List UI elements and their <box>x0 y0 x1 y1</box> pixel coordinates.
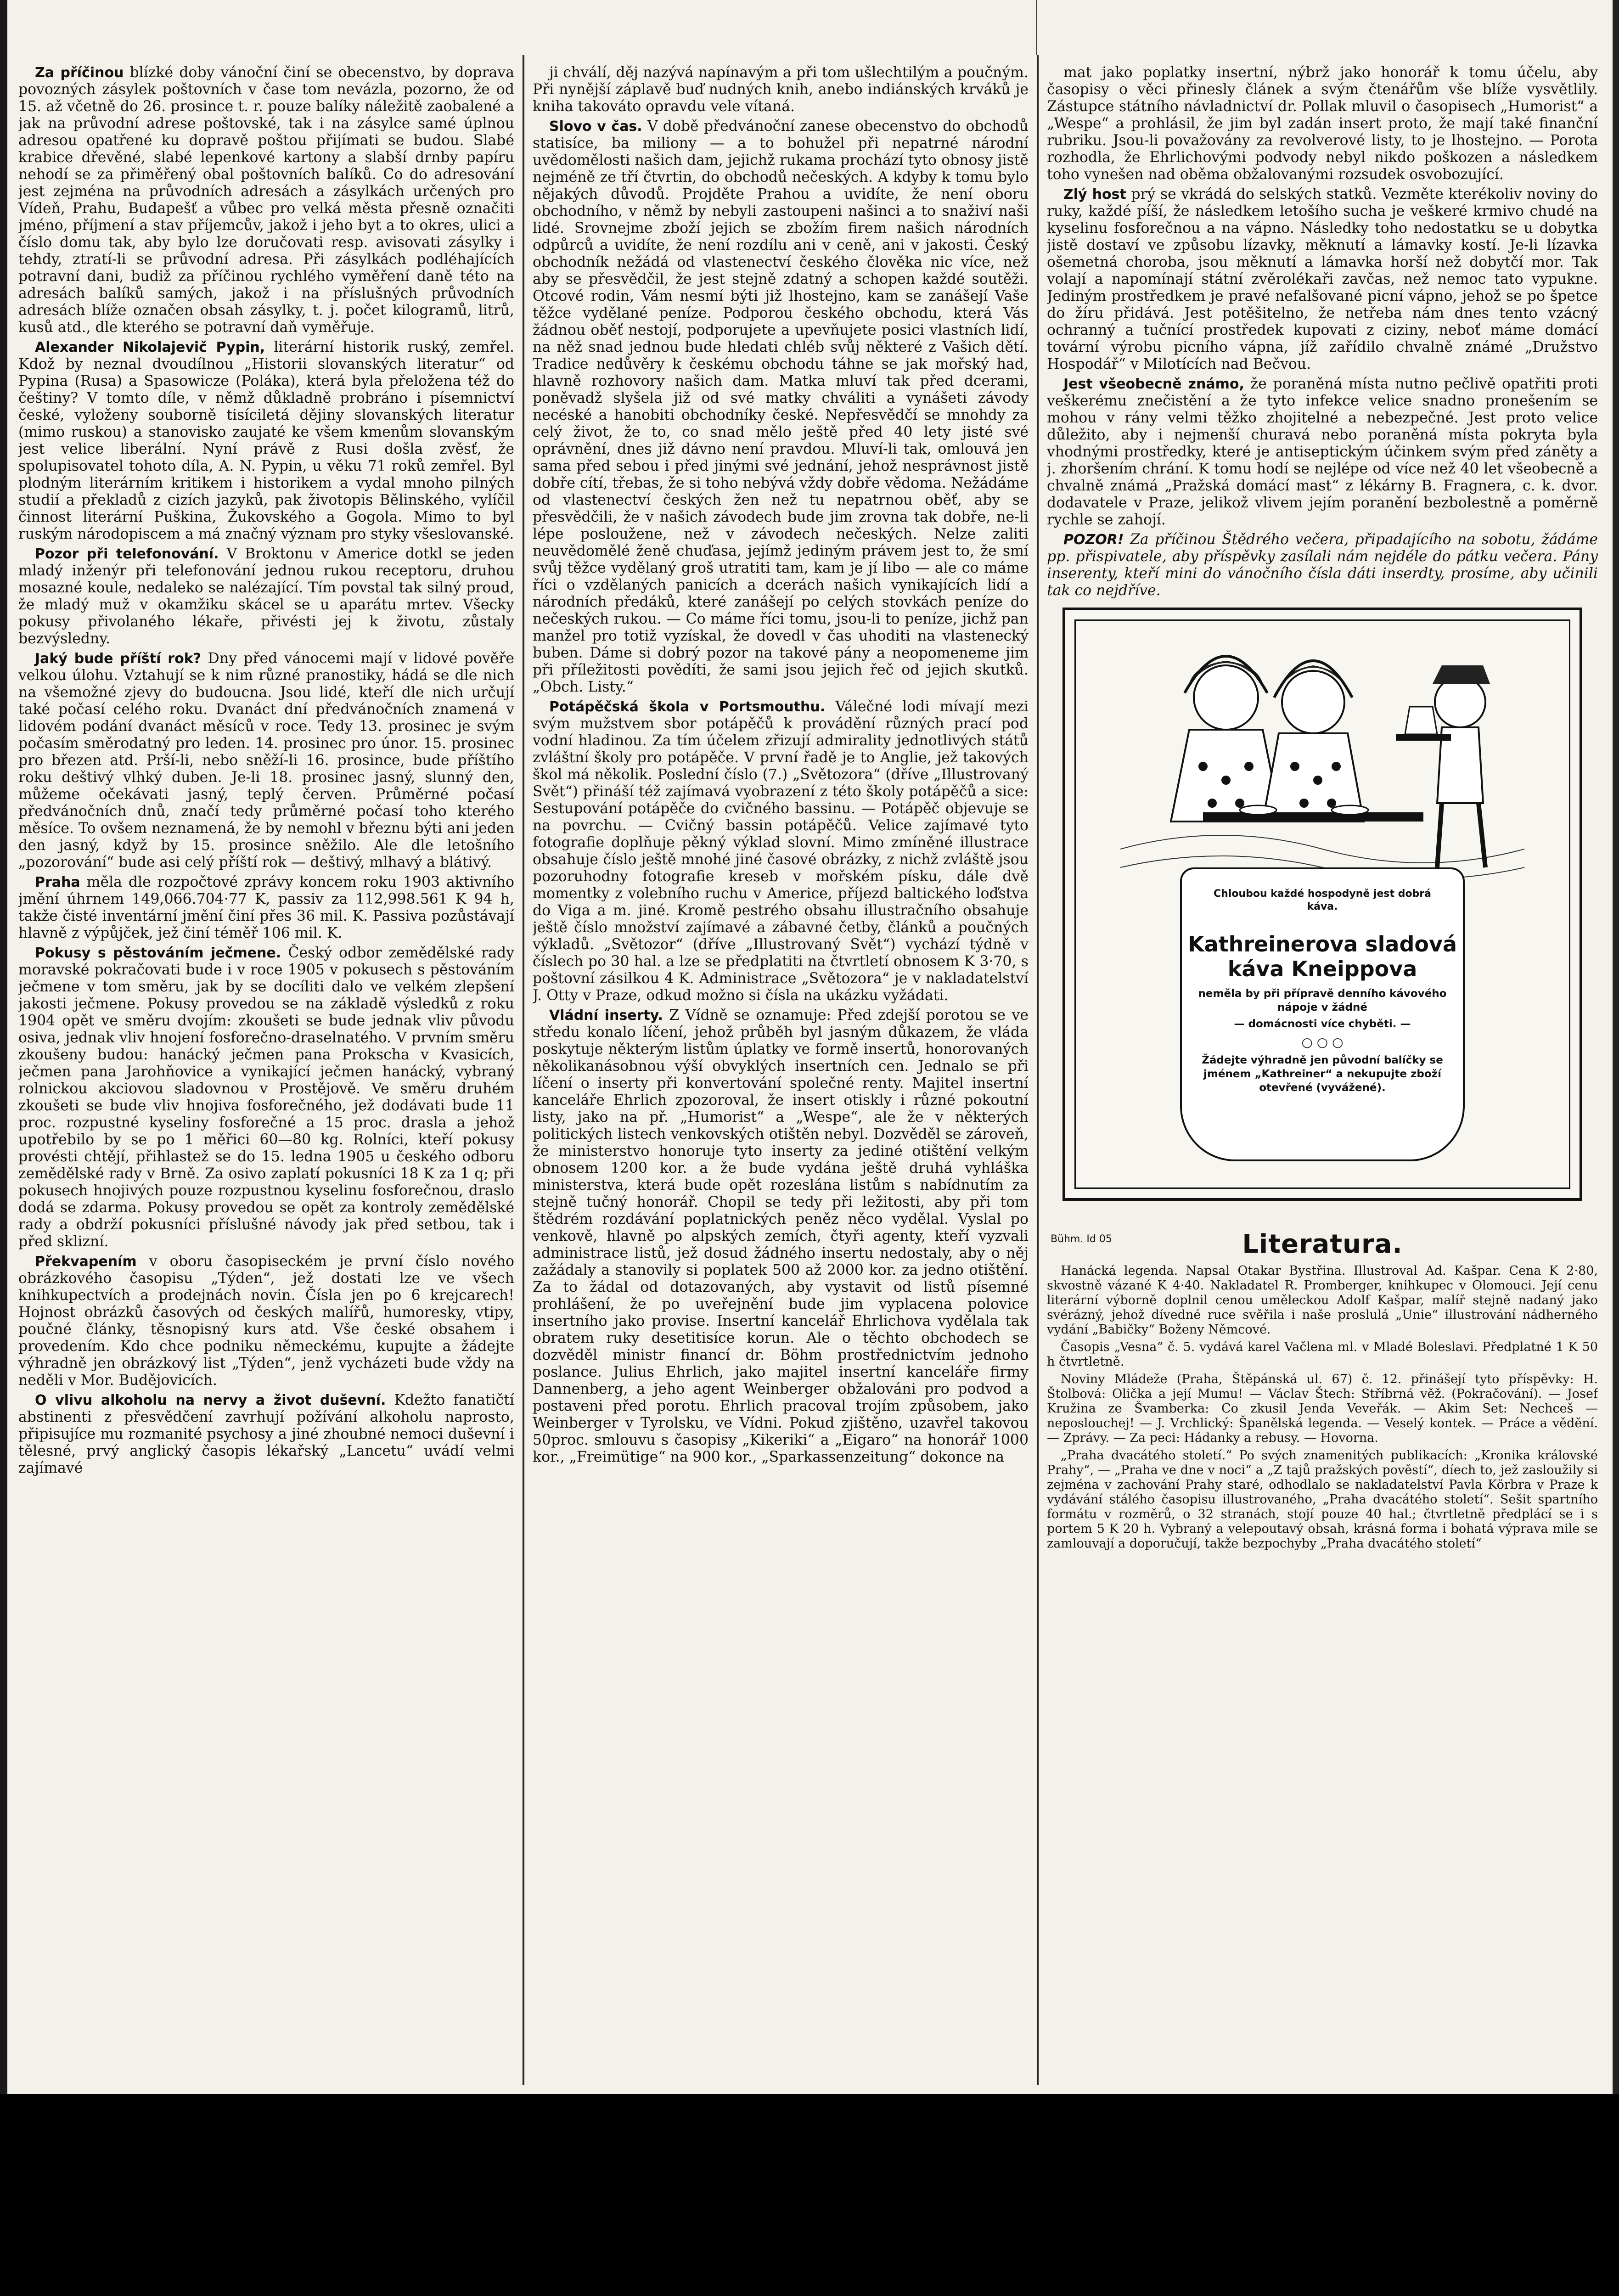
article-paragraph <box>18 1392 514 1477</box>
literature-item: Noviny Mládeže (Praha, Štěpánská ul. 67) č. 12. přinášejí tyto příspěvky: H. Štolbová: Olička a její Mumu! — Václav Štech: Stříbrná věž. (Pokračování). — Josef Kružina ze Švamberka: Co zkusil Jenda Veveřák. — Akim Set: Nechceš — neposlouchej! — J. Vrchlický: Španělská legenda. — Veselý kontek. — Práce a vědění. — Zprávy. — Za peci: Hádanky a rebusy. — Hovorna. <box>1047 1372 1598 1445</box>
article-text: Válečné lodi mívají mezi svým mužstvem sbor potápěčů k provádění různých prací pod vodní hladinou. Za tím účelem zřizují admirality jednotlivých států zvláštní školy pro potápěče. V první řadě je to Anglie, jež takových škol má několik. Poslední číslo (7.) „Světozora“ (dříve „Illustrovaný Svět“) přináší též zajímavá vyobrazení z této školy potápěčů a sice: Sestupování potápěče do cvičného bassinu. — Potápěč objevuje se na povrchu. — Cvičný bassin potápěčů. Velice zajímavé tyto fotografie doplňuje pěkný výklad slovní. Mimo zmíněné illustrace obsahuje číslo ještě mnohé jiné časové obrázky, z nichž zvláště jsou pozoruhodny fotografie kreseb v mořském písku, dále dvě momentky z volebního ruchu v Americe, příjezd baltického loďstva do Viga a m. jiné. Kromě pestrého obsahu illustračního obsahuje ještě číslo množství zajímavé a zábavné četby, článků a poučných výkladů. „Světozor“ (dříve „Illustrovaný Svět“) vychází týdně v číslech po 30 hal. a lze se předplatiti na čtvrtletí obnosem K 3·70, s poštovní zásilkou 4 K. Administrace „Světozora“ je v nakladatelství J. Otty v Praze, odkud možno si čísla na ukázku vyžádati. <box>533 698 1029 1004</box>
column-3-articles <box>1047 64 1598 599</box>
article-paragraph <box>18 650 514 871</box>
ad-scroll-panel <box>1180 867 1465 1161</box>
ad-motto: Chloubou každé hospodyně jest dobrá káva. <box>1213 888 1432 912</box>
page-edge-left <box>0 0 7 2094</box>
literature-item: Časopis „Vesna“ č. 5. vydává karel Vačlena ml. v Mladé Boleslavi. Předplatné 1 K 50 h čtvrtletně. <box>1047 1340 1598 1369</box>
article-paragraph <box>533 118 1029 696</box>
top-crease <box>1036 0 1037 55</box>
article-headline: Pokusy s pěstováním ječmene. <box>35 945 281 961</box>
article-paragraph <box>533 64 1029 115</box>
article-paragraph <box>1047 376 1598 529</box>
article-text: mat jako poplatky insertní, nýbrž jako honorář k tomu účelu, aby časopisy o věci přinesly článek a svým čtenářům vše blíže vysvětlily. Zástupce státního návladnictví dr. Pollak mluvil o časopisech „Humorist“ a „Wespe“ a prohlásil, že jim byl zadán insert proto, že mají také finanční rubriku. Jsou-li považovány za revolverové listy, to je lhostejno. — Porota rozhodla, že Ehrlichovými podvody nebyl nikdo poškozen a následkem toho vynešen nad oběma obžalovanými rozsudek osvobozující. <box>1047 64 1598 183</box>
literature-items <box>1047 1264 1598 1551</box>
column-1 <box>18 64 514 2081</box>
article-paragraph <box>1047 531 1598 599</box>
ad-dots: ○ ○ ○ <box>1301 1035 1344 1050</box>
article-paragraph <box>18 64 514 336</box>
ad-code: Bühm. Id 05 <box>1051 1233 1112 1245</box>
article-text: že poraněná místa nutno pečlivě opatřiti proti veškerému znečistění a že tyto infekce velice snadno pronešením se mohou v rány velmi těžko zhojitelné a nebezpečné. Jest proto velice důležito, aby i nejmenší churavá nebo poraněná místa pokryta byla vhodnými prostředky, které je antiseptickým účinkem svým před záněty a j. zhoršením chrání. K tomu hodí se nejlépe od více než 40 let všeobecně a chvalně známá „Pražská domácí mast“ z lékárny B. Fragnera, c. k. dvor. dodavatele v Praze, jelikož vlivem jejím poranění bezbolestně a poměrně rychle se zahojí. <box>1047 376 1598 528</box>
article-text: ji chválí, děj nazývá napínavým a při tom ušlechtilým a poučným. Při nynější záplavě buď nudných knih, anebo indiánských krváků je kniha takováto opravdu vele vítaná. <box>533 64 1029 115</box>
article-text: Z Vídně se oznamuje: Před zdejší porotou se ve středu konalo líčení, jehož průběh byl jasným důkazem, že vláda poskytuje některým listům úplatky ve formě insertů, honorovaných několikanásobnou výší obvyklých insertních cen. Jednalo se při líčení o inserty při konvertování společné renty. Majitel insertní kanceláře Ehrlich zpozoroval, že insert otiskly i různé pokoutní listy, jako na př. „Humorist“ a „Wespe“, ale že v některých politických listech venkovských otištěn nebyl. Dozvěděl se zároveň, že ministerstvo honoruje tyto inserty za jediné otištění velkým obnosem 1200 kor. a že bude vydána ještě druhá vyhláška ministerstva, která bude opět rozeslána listům s nabídnutím za stejně tučný honorář. Chopil se tedy při ležitosti, aby při tom štědrém rozdávání poplatnických peněz něco vydělal. Vyslal po venkově, hlavně po alpských zemích, čtyři agenty, kteří vyzvali administrace listů, jež dosud žádného insertu nedostaly, aby o něj zažádaly a stanovily si poplatek 500 až 2000 kor. za jedno otištění. Za to žádal od dotazovaných, aby vystavit od listů písemné prohlášení, že po uveřejnění bude jim vyplacena polovice insertního jako provise. Insertní kancelář Ehrlichova vydělala tak obratem ruky desetitisíce korun. Ale o těchto obchodech se dozvěděl ministr financí dr. Böhm prostřednictvím jednoho poslance. Julius Ehrlich, jako majitel insertní kanceláře firmy Dannenberg, a jeho agent Weinberger obžalováni pro podvod a postaveni před porotu. Ehrlich pracoval trojím způsobem, jako Weinberger v Tyrolsku, ve Vídni. Pokud zjištěno, uzavřel takovou 50proc. smlouvu s časopisy „Kikeriki“ a „Eigaro“ na honorář 1000 kor., „Freimütige“ na 900 kor., „Sparkassenzeitung“ dokonce na <box>533 1007 1029 1465</box>
article-paragraph <box>1047 186 1598 373</box>
article-headline: Alexander Nikolajevič Pypin, <box>35 339 265 355</box>
article-paragraph <box>533 698 1029 1004</box>
article-headline: Za příčinou <box>35 65 124 81</box>
article-text: V době předvánoční zanese obecenstvo do obchodů statisíce, ba miliony — a to bohužel při nepatrné národní uvědomělosti našich dam, jejichž rukama prochází tyto obnosy jistě nejméně ze tří čtvrtin, do obchodů nečeských. A kdyby k tomu bylo nějakých důvodů. Projděte Prahou a uvidíte, že není oboru obchodního, v němž by nebyli zastoupeni našinci a to snaživí naši lidé. Srovnejme zboží jejich se zbožím firem našich národních odpůrců a uvidíte, že není rozdílu ani v ceně, ani v jakosti. Český obchodník nežádá od vlastenectví českého člověka nic více, než aby se přesvědčil, že jest stejně zdatný a schopen každé soutěži. Otcové rodin, Vám nesmí býti již lhostejno, kam se zanášejí Vaše těžce vydělané peníze. Podporou českého obchodu, která Vás žádnou oběť nestojí, podporujete a upevňujete posici vlastních lidí, na něž snad jednou bude hledati chléb svůj některé z Vašich dětí. Tradice nedůvěry k českému obchodu táhne se jak mořský had, hlavně rozhovory našich dam. Matka mluví tak před dcerami, poněvadž slyšela již od své matky chváliti a vynášeti závody necéské a hanobiti obchodníky české. Nepřesvědčí se mnohdy za celý život, že to, co snad mělo ještě před 40 lety jisté své oprávnění, dnes již dávno není pravdou. Mluví-li tak, omlouvá jen sama před sebou i před jinými své jednání, jehož nesprávnost jistě dobře cítí, třebas, že si toho nebývá vždy dobře vědoma. Nežádáme od vlastenectví českých žen než tu nepatrnou oběť, aby se přesvědčili, že v našich závodech bude jim zrovna tak dobře, ne-li lépe posloužene, než v závodech nečeských. Nelze zaliti neuvědomělé ženě chuďasa, jejímž jediným právem jest to, že smí svůj těžce vydělaný groš utratiti tam, kam je jí libo — ale co máme říci o vzdělaných panicích a dcerách našich vynikajících lidí a národních předáků, které zanášejí po celých stovkách peníze do nečeských rukou. — Co máme říci tomu, jsou-li to peníze, jichž pan manžel pro totiž vyzískal, že dovedl v čas uhoditi na vlastenecký buben. Dáme si dobrý pozor na takové pány a neopomeneme jim při příležitosti povědíti, že sami jsou jejich řeč od jejich skutků. „Obch. Listy.“ <box>533 118 1029 695</box>
literature-item: Hanácká legenda. Napsal Otakar Bystřina. Illustroval Ad. Kašpar. Cena K 2·80, skvostně vázané K 4·40. Nakladatel R. Promberger, knihkupec v Olomouci. Její cenu literární výborně doplnil cenou uměleckou Adolf Kašpar, malíř stejně nadaný jako svérázný, jehož dívedné ruce svěřila i naše proslulá „Unie“ illustrování nádherného vydání „Babičky“ Boženy Němcové. <box>1047 1264 1598 1337</box>
article-text: Český odbor zemědělské rady moravské pokračovati bude i v roce 1905 v pokusech s pěstováním ječmene v tom směru, jak by se docíliti dalo ve velkém zlepšení jakosti ječmene. Pokusy provedou se na základě výsledků z roku 1904 opět ve směru dvojím: zkoušeti se bude jednak vliv původu osiva, jednak vliv hnojení fosforečno-draselnatého. V prvním směru zkoušeny budou: hanácký ječmen pana Prokscha v Kvasicích, ječmen pana Jarohňovice a vynikající ječmen hanácký, vybraný rolnickou akciovou sladovnou v Prostějově. Ve směru druhém zkoušeti se bude vliv hnojiva fosforečného, jež dodávati bude 11 proc. rozpustné kyseliny fosforečné a 15 proc. drasla a jehož upotřebilo by se po 1 měřici 60—80 kg. Rolníci, kteří pokusy provésti chtějí, přihlastež se do 15. ledna 1905 u českého odboru zemědělské rady v Brně. Za osivo zaplatí pokusníci 18 K za 1 q; při pokusech hnojivých pouze rozpustnou kyselinu fosforečnou, draslo dodá se zdarma. Pokusy provedou se opět za kontroly zemědělské rady a obdrží pokusníci příslušné návody jak před setbou, tak i před sklizní. <box>18 945 514 1250</box>
article-headline: POZOR! <box>1063 532 1124 548</box>
kathreiner-advertisement <box>1062 608 1582 1201</box>
article-headline: Praha <box>35 874 80 890</box>
article-text: měla dle rozpočtové zprávy koncem roku 1903 aktivního jmění úhrnem 149,066.704·77 K, passiv za 112,998.561 K 94 h, takže čisté inventární jmění činí přes 36 mil. K. Passiva pozůstávají hlavně z výpůjček, jež činí téměř 106 mil. K. <box>18 874 514 941</box>
article-paragraph <box>18 874 514 942</box>
column-3 <box>1047 64 1598 2081</box>
column-rule-2 <box>1037 55 1039 2085</box>
article-paragraph <box>18 1253 514 1389</box>
article-headline: Slovo v čas. <box>549 118 642 135</box>
literature-title: Literatura. <box>1242 1229 1403 1259</box>
article-text: v oboru časopiseckém je první číslo nového obrázkového časopisu „Týden“, jež dostati lze ve všech knihkupectvích a prodejnách novin. Čísla jen po 6 krejcarech! Hojnost obrázků časových od českých malířů, humoresky, vtipy, poučné články, těsnopisný kurs atd. Vše české obsahem i provedením. Kdo chce podniku německému, kupujte a žádejte výhradně jen obrázkový list „Týden“, jenž vycházeti bude vždy na neděli v Mor. Budějovicích. <box>18 1253 514 1389</box>
article-headline: Vládní inserty. <box>549 1007 663 1024</box>
ad-text-2: — domácnosti více chyběti. — <box>1234 1018 1411 1030</box>
page-edge-right <box>1613 0 1619 2094</box>
ad-text-1: neměla by při přípravě denního kávového nápoje v žádné <box>1198 988 1447 1013</box>
article-text: prý se vkrádá do selských statků. Vezměte kterékoliv noviny do ruky, každé píší, že následkem letošího sucha je veškeré krmivo chudé na kyselinu fosforečnou a na vápno. Následky toho nedostatku se u dobytka jistě dostaví ve způsobu lízavky, měknutí a lámavky kostí. Je-li lízavka ošemetná choroba, jsou měknutí a lámavka horší než dobytčí mor. Tak volají a napomínají státní zvěrolékaři zavčas, než nemoc tato vypukne. Jediným prostředkem je pravé nefalšované picní vápno, jehož se po špetce do žíru přidává. Jest potěšitelno, že netřeba nám dnes tento vzácný ochranný a tučnící prostředek kupovati z ciziny, neboť máme domácí tovární výrobu picního vápna, jíž zařídilo chvalně známé „Družstvo Hospodář“ v Milotících nad Bečvou. <box>1047 186 1598 372</box>
scan-border-bottom <box>0 2094 1619 2296</box>
article-text: V Broktonu v Americe dotkl se jeden mladý inženýr při telefonování jednou rukou receptoru, druhou mosazné koule, nedaleko se nalézající. Tím povstal tak silný proud, že mladý muž v okamžiku skácel se u aparátu mrtev. Všecky pokusy přivolaného lékaře, přivésti jej k životu, zůstaly bezvýsledny. <box>18 546 514 647</box>
column-2 <box>533 64 1029 2081</box>
article-paragraph <box>18 339 514 543</box>
literature-item: „Praha dvacátého století.“ Po svých znamenitých publikacích: „Kronika královské Prahy“, — „Praha ve dne v noci“ a „Z tajů pražských pověstí“, díech to, jež zasloužily si zejména v zachování Prahy staré, odhodlalo se nakladatelství Pavla Körbra v Praze k vydávání stálého časopisu illustrovaného, „Praha dvacátého století“. Sešit spartního formátu v rozměrů, o 32 stranách, stojí pouze 40 hal.; čtvrtletně předplácí se i s portem 5 K 20 h. Vybraný a velepoutavý obsah, krásná forma i bohatá výprava mile se zamlouvají a doporučují, takže bezpochyby „Praha dvacátého století“ <box>1047 1448 1598 1551</box>
article-text: literární historik ruský, zemřel. Kdož by neznal dvoudílnou „Historii slovanských literatur“ od Pypina (Rusa) a Spasowicze (Poláka), která byla přeložena též do češtiny? V tomto díle, v němž důkladně probráno i písemnictví české, vyloženy souborně tisíciletá dějiny slovanských literatur (mimo ruskou) a stanovisko zaujaté ke všem kmenům slovanským jest velice liberální. Nyní právě z Rusi došla zvěsť, že spolupisovatel tohoto díla, A. N. Pypin, u věku 71 roků zemřel. Byl plodným literárním kritikem i historikem a vydal mnoho pilných studií a překladů z cizích jazyků, pak životopis Bělinského, vylíčil činnost literární Puškina, Žukovského a Gogola. Mimo to byl ruským národopiscem a má značný význam pro styky všeslovanské. <box>18 339 514 542</box>
article-headline: Překvapením <box>35 1254 137 1270</box>
ad-children-illustration <box>1120 629 1524 886</box>
article-text: Kdežto fanatičtí abstinenti z přesvědčení zavrhují požívání alkoholu naprosto, připisujíce mu rozmanité psychosy a jiné zhoubné nemoci duševní i tělesné, prvý anglický časopis lékařský „Lancetu“ uvádí velmi zajímavé <box>18 1392 514 1476</box>
ad-text-3: Žádejte výhradně jen původní balíčky se jménem „Kathreiner“ a nekupujte zboží otevřené (vyvážené). <box>1202 1054 1443 1094</box>
column-rule-1 <box>523 55 524 2085</box>
article-paragraph <box>1047 64 1598 183</box>
article-text: Dny před vánocemi mají v lidové pověře velkou úlohu. Vztahují se k nim různé pranostiky, hádá se dle nich na všemožné zjevy do budoucna. Jsou lidé, kteří dle nich určují také počasí celého roku. Dvanáct dní předvánočních znamená v lidovém podání dvanáct měsíců v roce. Tedy 13. prosinec je svým počasím směrodatný pro leden. 14. prosinec pro únor. 15. prosinec pro březen atd. Prší-li, nebo sněží-li 16. prosince, bude příštího roku deštivý vlhký duben. Je-li 18. prosinec jasný, slunný den, můžeme očekávati jasný, teplý červen. Průměrné počasí předvánočních dnů, značí tedy průměrné počasí toho kterého měsíce. To ovšem neznamená, že by nemohl v březnu býti ani jeden den jasný, když by 15. prosince sněžilo. Ale dle letošního „pozorování“ bude asi celý příští rok — deštivý, mlhavý a blátivý. <box>18 650 514 871</box>
article-headline: Potápěčská škola v Portsmouthu. <box>549 699 826 715</box>
article-text: Za příčinou Štědrého večera, připadajícího na sobotu, žádáme pp. přispivatele, aby příspěvky zasílali nám nejdéle do pátku večera. Pány inserenty, kteří mini do vánočního čísla dáti inserdty, prosíme, aby učinili tak co nejdříve. <box>1047 531 1598 599</box>
article-headline: Pozor při telefonování. <box>35 546 219 562</box>
article-paragraph <box>18 945 514 1250</box>
article-paragraph <box>18 546 514 647</box>
ad-brand-name: Kathreinerova sladová káva Kneippova <box>1187 932 1457 981</box>
article-headline: Jaký bude příští rok? <box>35 651 202 667</box>
article-paragraph <box>533 1007 1029 1466</box>
article-headline: Zlý host <box>1063 186 1126 203</box>
article-text: blízké doby vánoční činí se obecenstvo, by doprava povozných zásylek poštovních v čase tom nevázla, pozorno, že od 15. až včetně do 26. prosince t. r. pouze balíky náležitě zaobalené a jak na průvodní adrese poštovské, tak i na zásylce samé úplnou adresou opatřené ku dopravě poštou přijímati se budou. Slabé krabice dřevěné, slabé lepenkové kartony a slabší drnby papíru nehodí se za přiměřený obal poštovních balíků. Co do adresování jest zejména na průvodních adresách a zásylkách určených pro Vídeň, Prahu, Budapešť a vůbec pro velká města přesně označiti jméno, příjmení a stav příjemcův, jakož i jeho byt a to okres, ulici a číslo domu tak, aby bylo lze doručovati resp. avisovati zásylky i tehdy, ztratí-li se průvodní adresa. Při zásylkách podléhajících potravní dani, budiž za příčinou rychlého vyměření daně této na adresách balíků samých, jakož i na příslušných průvodních adresách blíže označen obsah zásylky, t. j. počet kilogramů, litrů, kusů atd., dle kterého se potravní daň vyměřuje. <box>18 64 514 336</box>
article-headline: Jest všeobecně známo, <box>1063 376 1244 392</box>
article-headline: O vlivu alkoholu na nervy a život duševní. <box>35 1392 386 1408</box>
